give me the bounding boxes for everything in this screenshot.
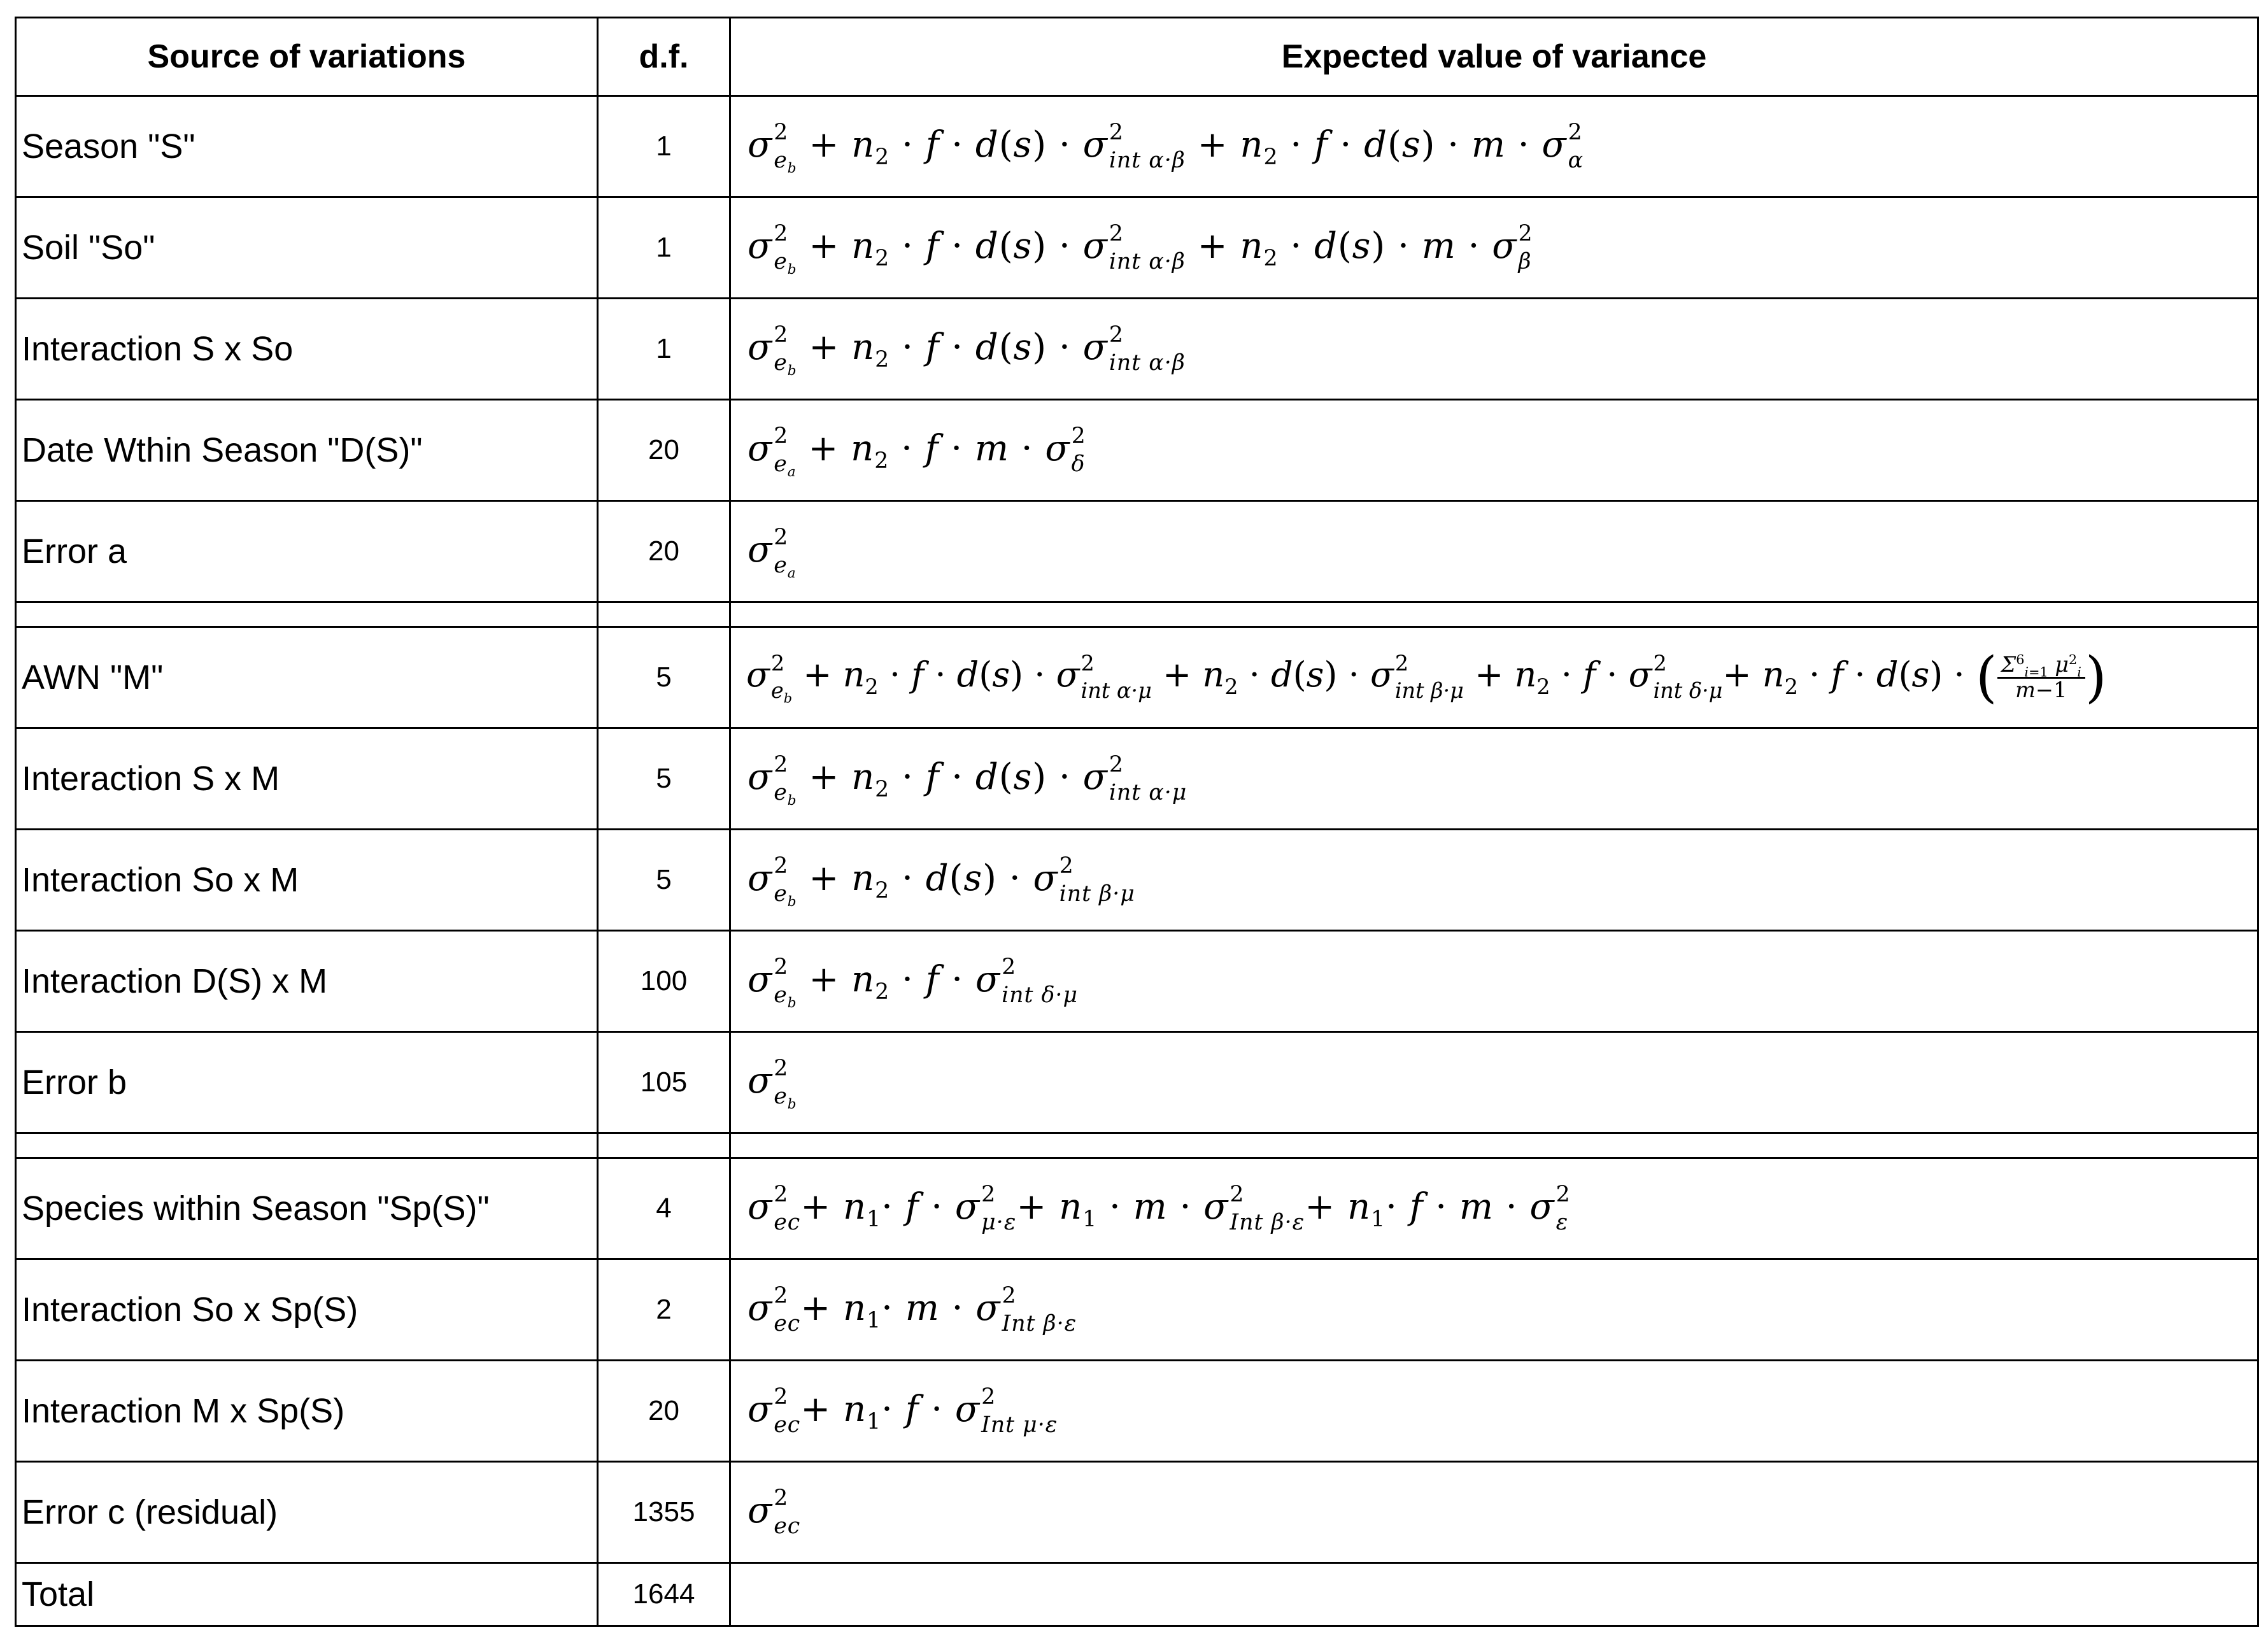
df-cell: 5 — [598, 830, 730, 931]
expected-formula — [730, 1563, 2258, 1626]
table-row — [16, 197, 2258, 299]
df-cell: 20 — [598, 501, 730, 602]
expected-formula: σ 2 ec — [730, 1462, 2258, 1563]
source-cell: Interaction S x M — [16, 728, 598, 830]
df-cell: 5 — [598, 627, 730, 728]
source-cell: Date Wthin Season "D(S)" — [16, 400, 598, 501]
source-cell: Interaction D(S) x M — [16, 931, 598, 1032]
table-row — [16, 728, 2258, 830]
df-cell: 105 — [598, 1032, 730, 1133]
df-cell: 1 — [598, 197, 730, 299]
expected-formula: σ 2 ec + $n_1\cdot f \cdot \sigma$ 2 μ·ε + $n_1 \cdot m \cdot \sigma$ 2 Int β·ε + $n_1\cdot f \cdot m \cdot \sigma$ 2 ε — [730, 1158, 2258, 1259]
source-cell: AWN "M" — [16, 627, 598, 728]
df-cell: 20 — [598, 1361, 730, 1462]
table-row — [16, 1361, 2258, 1462]
df-cell: 20 — [598, 400, 730, 501]
df-cell: 4 — [598, 1158, 730, 1259]
expected-formula: σ 2 $e_a$ — [730, 501, 2258, 602]
expected-formula: σ 2 $e_b$ + $n_2 \cdot f \cdot d(s) \cdot \sigma$ 2 int α·β + $n_2 \cdot d(s) \cdot m \cdot \sigma$ 2 β — [730, 197, 2258, 299]
source-cell: Interaction S x So — [16, 299, 598, 400]
table-row — [16, 1158, 2258, 1259]
table-row — [16, 1259, 2258, 1361]
table-row — [16, 299, 2258, 400]
header-expected: Expected value of variance — [730, 18, 2258, 96]
table-row — [16, 1032, 2258, 1133]
table-row — [16, 400, 2258, 501]
source-cell: Error b — [16, 1032, 598, 1133]
expected-formula: σ 2 $e_b$ + $n_2 \cdot f \cdot d(s) \cdot \sigma$ 2 int α·μ + $n_2 \cdot d(s) \cdot \sigma$ 2 int β·μ + $n_2 \cdot f \cdot \sigma$ 2 int δ·μ + $n_2 \cdot f \cdot d(s)$ · ( $\frac{\Sigma^6_{i=1} \mu^2_i}{m-1}$ ) — [730, 627, 2258, 728]
expected-formula: σ 2 ec + $n_1\cdot m \cdot \sigma$ 2 Int β·ε — [730, 1259, 2258, 1361]
expected-formula: σ 2 ec + $n_1\cdot f \cdot \sigma$ 2 Int μ·ε — [730, 1361, 2258, 1462]
source-cell: Season "S" — [16, 96, 598, 197]
expected-formula: σ 2 $e_b$ — [730, 1032, 2258, 1133]
expected-formula: σ 2 $e_b$ + $n_2 \cdot d(s) \cdot \sigma$ 2 int β·μ — [730, 830, 2258, 931]
source-cell: Interaction So x M — [16, 830, 598, 931]
source-cell: Interaction M x Sp(S) — [16, 1361, 598, 1462]
source-cell: Interaction So x Sp(S) — [16, 1259, 598, 1361]
expected-formula: σ 2 $e_b$ + $n_2 \cdot f \cdot d(s) \cdot \sigma$ 2 int α·μ — [730, 728, 2258, 830]
df-cell: 100 — [598, 931, 730, 1032]
table-row — [16, 96, 2258, 197]
table-row — [16, 627, 2258, 728]
expected-formula: σ 2 $e_a$ + $n_2 \cdot f \cdot m \cdot \sigma$ 2 δ — [730, 400, 2258, 501]
source-cell: Species within Season "Sp(S)" — [16, 1158, 598, 1259]
table-row — [16, 931, 2258, 1032]
expected-formula: σ 2 $e_b$ + $n_2 \cdot f \cdot d(s) \cdot \sigma$ 2 int α·β — [730, 299, 2258, 400]
source-cell: Soil "So" — [16, 197, 598, 299]
table-row — [16, 830, 2258, 931]
header-df: d.f. — [598, 18, 730, 96]
df-cell: 5 — [598, 728, 730, 830]
source-cell: Error c (residual) — [16, 1462, 598, 1563]
header-row — [16, 18, 2258, 96]
df-cell: 1 — [598, 96, 730, 197]
df-cell: 1355 — [598, 1462, 730, 1563]
source-cell: Total — [16, 1563, 598, 1626]
spacer-row — [16, 602, 2258, 627]
source-cell: Error a — [16, 501, 598, 602]
expected-formula: σ 2 $e_b$ + $n_2 \cdot f \cdot \sigma$ 2 int δ·μ — [730, 931, 2258, 1032]
table-row — [16, 501, 2258, 602]
anova-table — [15, 17, 2259, 1627]
expected-formula: σ 2 $e_b$ + $n_2 \cdot f \cdot d(s) \cdot \sigma$ 2 int α·β + $n_2 \cdot f \cdot d(s) \cdot m \cdot \sigma$ 2 α — [730, 96, 2258, 197]
total-row — [16, 1563, 2258, 1626]
df-cell: 1644 — [598, 1563, 730, 1626]
spacer-row — [16, 1133, 2258, 1158]
table-row — [16, 1462, 2258, 1563]
df-cell: 1 — [598, 299, 730, 400]
df-cell: 2 — [598, 1259, 730, 1361]
header-source: Source of variations — [16, 18, 598, 96]
